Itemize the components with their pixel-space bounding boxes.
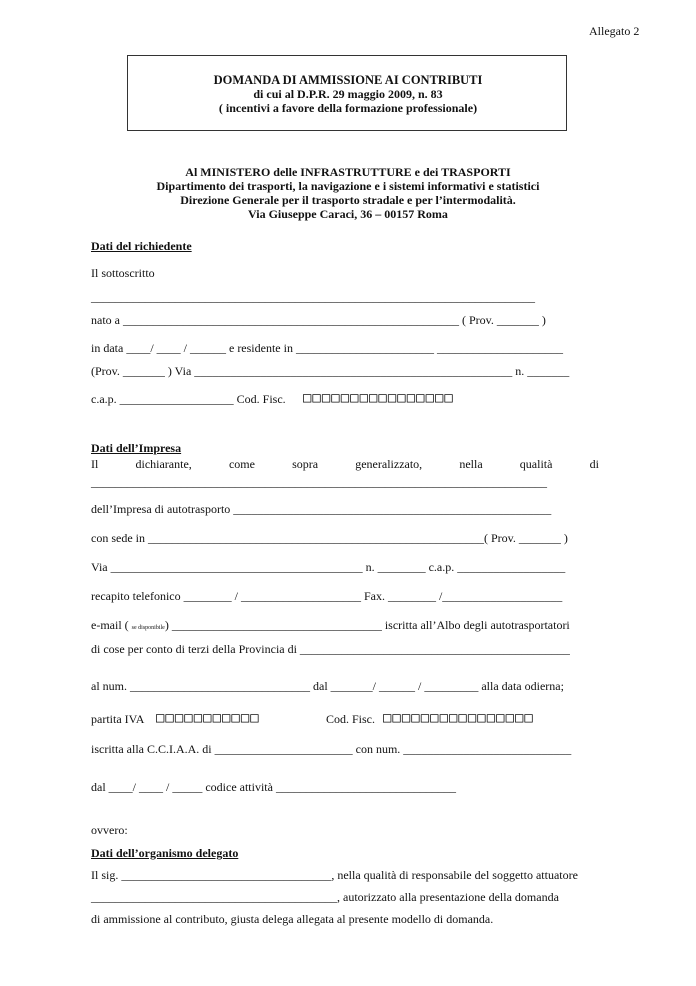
richiedente-heading: Dati del richiedente	[91, 239, 192, 253]
word: generalizzato,	[355, 457, 423, 471]
addressee-line4: Via Giuseppe Caraci, 36 – 00157 Roma	[248, 207, 448, 221]
title-box	[127, 55, 567, 131]
word: di	[589, 457, 599, 471]
ovvero-label: ovvero:	[91, 823, 128, 837]
via-cap-field[interactable]: Via __________________________________________ n. ________ c.a.p. __________________	[91, 560, 566, 574]
form-note: ( incentivi a favore della formazione professionale)	[218, 101, 478, 115]
recapito-fax-field[interactable]: recapito telefonico ________ / ____________________ Fax. ________ /____________________	[91, 589, 563, 603]
word: come	[228, 457, 255, 471]
word: dichiarante,	[135, 457, 192, 471]
impresa-heading: Dati dell’Impresa	[91, 441, 182, 455]
partita-iva-boxes[interactable]: □□□□□□□□□□□	[156, 710, 260, 726]
word: Il	[91, 457, 99, 471]
organismo-heading: Dati dell’organismo delegato	[91, 846, 239, 860]
addressee-line1: Al MINISTERO delle INFRASTRUTTURE e dei TRASPORTI	[185, 165, 511, 179]
provincia-albo-field[interactable]: di cose per conto di terzi della Provincia di _____________________________________________	[91, 642, 570, 656]
form-title: DOMANDA DI AMMISSIONE AI CONTRIBUTI	[213, 73, 483, 87]
delegato-nome-field[interactable]: Il sig. ___________________________________, nella qualità di responsabile del soggetto attuatore	[91, 868, 578, 882]
con-sede-field[interactable]: con sede in ________________________________________________________( Prov. _______ )	[91, 531, 568, 545]
form-subtitle: di cui al D.P.R. 29 maggio 2009, n. 83	[253, 87, 443, 101]
email-label: e-mail (	[91, 618, 129, 632]
nato-a-field[interactable]: nato a ________________________________________________________ ( Prov. _______ )	[91, 313, 546, 327]
sottoscritto-field[interactable]: __________________________________________________________________________	[91, 290, 535, 304]
cap-field[interactable]: c.a.p. ___________________ Cod. Fisc.	[91, 392, 286, 406]
num-albo-field[interactable]: al num. ______________________________ dal _______/ ______ / _________ alla data odierna;	[91, 679, 564, 693]
allegato-label: Allegato 2	[589, 24, 640, 38]
word: nella	[459, 457, 483, 471]
addressee-line3: Direzione Generale per il trasporto stradale e per l’intermodalità.	[180, 193, 516, 207]
word: qualità	[519, 457, 553, 471]
sottoscritto-label: Il sottoscritto	[91, 266, 155, 280]
piva-label: partita IVA	[91, 712, 145, 726]
impresa-codfisc-label: Cod. Fisc.	[326, 712, 376, 726]
delega-text: di ammissione al contributo, giusta delega allegata al presente modello di domanda.	[91, 912, 494, 926]
dichiarante-line	[91, 457, 599, 471]
delegato-ente-field[interactable]: _________________________________________, autorizzato alla presentazione della domanda	[91, 890, 559, 904]
word: sopra	[292, 457, 319, 471]
codice-attivita-field[interactable]: dal ____/ ____ / _____ codice attività ______________________________	[91, 780, 456, 794]
data-residenza-field[interactable]: in data ____/ ____ / ______ e residente in _______________________ _____________________	[91, 341, 563, 355]
impresa-autotrasporto-field[interactable]: dell’Impresa di autotrasporto _____________________________________________________	[91, 502, 552, 516]
impresa-codice-fiscale-boxes[interactable]: □□□□□□□□□□□□□□□□	[383, 710, 534, 726]
prov-via-field[interactable]: (Prov. _______ ) Via _____________________________________________________ n. _______	[91, 364, 570, 378]
email-note: se disponibile	[131, 625, 165, 631]
codice-fiscale-boxes[interactable]: □□□□□□□□□□□□□□□□	[303, 390, 454, 406]
qualita-field[interactable]: ____________________________________________________________________________	[91, 475, 547, 489]
addressee-line2: Dipartimento dei trasporti, la navigazione e i sistemi informativi e statistici	[156, 179, 540, 193]
email-field[interactable]: ) ___________________________________ iscritta all’Albo degli autotrasportatori	[164, 618, 570, 632]
cciaa-field[interactable]: iscritta alla C.C.I.A.A. di _______________________ con num. ____________________________	[91, 742, 572, 756]
email-line[interactable]	[91, 618, 570, 635]
